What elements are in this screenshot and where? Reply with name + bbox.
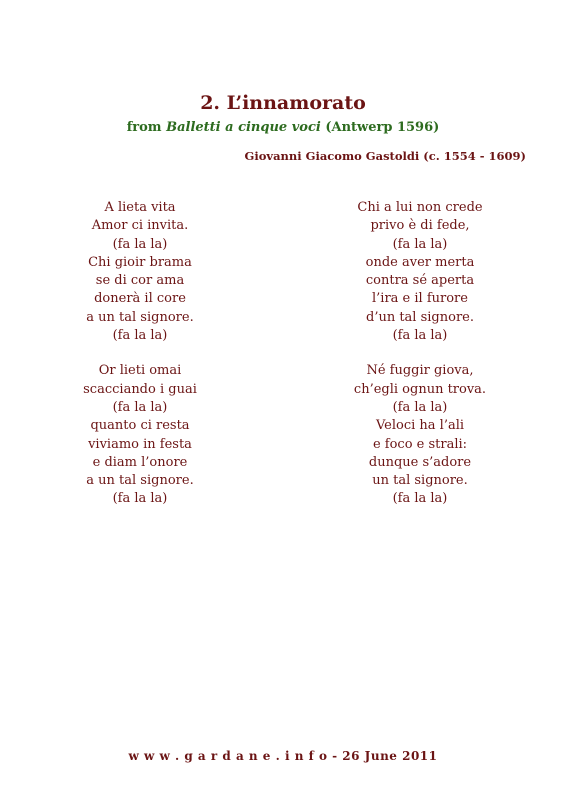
subtitle [0, 120, 566, 135]
verse-line: dunque s’adore [368, 454, 472, 470]
verse-line: (fa la la) [112, 328, 168, 344]
verse-line: Né fuggir giova, [366, 363, 474, 379]
verse-line: viviamo in festa [88, 436, 192, 452]
verse-line: a un tal signore. [86, 473, 194, 489]
composer-credit: Giovanni Giacomo Gastoldi (c. 1554 - 1609) [244, 149, 526, 163]
verse-line: l’ira e il furore [372, 291, 468, 307]
verse-line: (fa la la) [112, 491, 168, 507]
verse-line: se di cor ama [95, 273, 185, 289]
verse-line: A lieta vita [104, 200, 176, 215]
verse-line: contra sé aperta [365, 273, 475, 289]
verse-line: scacciando i guai [83, 381, 197, 397]
right-stanza-1 [340, 199, 500, 345]
verse-line: (fa la la) [112, 236, 168, 252]
verse-line: Veloci ha l’ali [375, 418, 465, 434]
verse-line: d’un tal signore. [366, 309, 474, 325]
verse-line: (fa la la) [392, 399, 448, 415]
verse-line: quanto ci resta [90, 418, 190, 434]
page-title: 2. L’innamorato [200, 92, 366, 114]
verse-line: (fa la la) [392, 236, 448, 252]
verse-line: Or lieti omai [98, 363, 182, 379]
verse-line: (fa la la) [112, 399, 168, 415]
verse-line: privo è di fede, [370, 218, 470, 234]
verse-line: un tal signore. [372, 473, 468, 489]
subtitle-prefix: from [126, 120, 162, 135]
verse-line: a un tal signore. [86, 309, 194, 325]
verse-line: e foco e strali: [372, 436, 468, 452]
verse-line: Amor ci invita. [91, 218, 189, 234]
right-column [340, 199, 500, 526]
left-stanza-2 [60, 362, 220, 508]
subtitle-suffix: (Antwerp 1596) [325, 120, 440, 135]
verse-line: Chi a lui non crede [357, 200, 483, 215]
work-title: Balletti a cinque voci [166, 120, 321, 135]
left-column [60, 199, 220, 526]
verse-line: Chi gioir brama [88, 254, 192, 270]
verse-line: donerà il core [94, 291, 186, 307]
left-stanza-1 [60, 199, 220, 345]
verse-line: (fa la la) [392, 491, 448, 507]
verse-line: (fa la la) [392, 328, 448, 344]
verse-line: onde aver merta [365, 254, 475, 270]
footer-credit: w w w . g a r d a n e . i n f o - 26 June 2011 [128, 749, 438, 763]
verse-line: ch’egli ognun trova. [353, 381, 487, 397]
verse-line: e diam l’onore [92, 454, 188, 470]
right-stanza-2 [340, 362, 500, 508]
